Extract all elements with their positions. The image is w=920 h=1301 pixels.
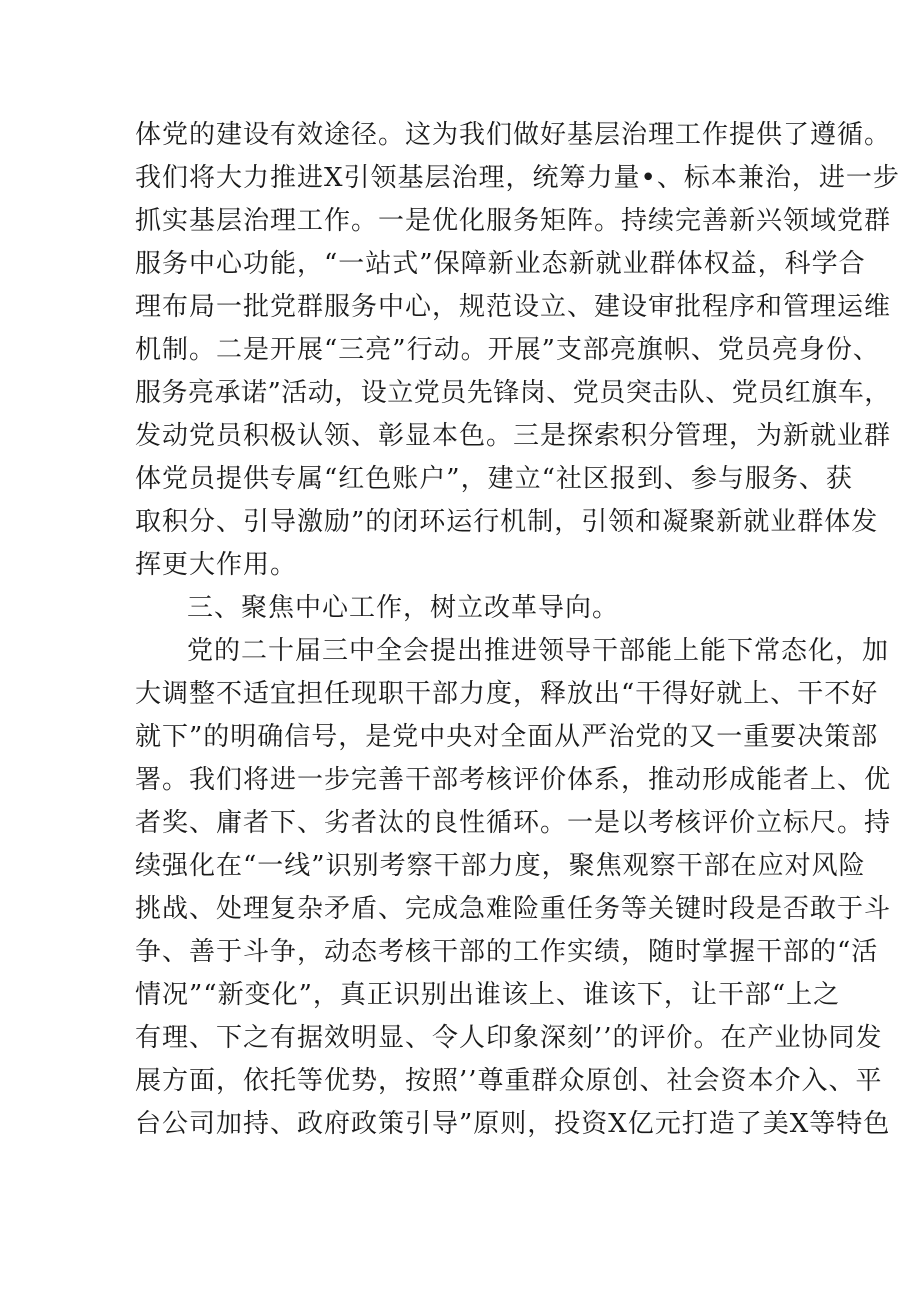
text-line-9: 体党员提供专属“红色账户”，建立“社区报到、参与服务、获 xyxy=(135,464,853,494)
text-line-10: 取积分、引导激励”的闭环运行机制，引领和凝聚新就业群体发 xyxy=(135,507,879,537)
text-line-18: 续强化在“一线”识别考察干部力度，聚焦观察干部在应对风险 xyxy=(135,851,866,881)
text-line-23: 展方面，依托等优势，按照’’尊重群众原创、社会资本介入、平 xyxy=(135,1066,883,1096)
text-line-3: 抓实基层治理工作。一是优化服务矩阵。持续完善新兴领域党群 xyxy=(135,206,892,236)
text-line-1: 体党的建设有效途径。这为我们做好基层治理工作提供了遵循。 xyxy=(135,120,892,150)
text-line-20: 争、善于斗争，动态考核干部的工作实绩，随时掌握干部的“活 xyxy=(135,937,879,967)
text-line-15: 就下”的明确信号，是党中央对全面从严治党的又一重要决策部 xyxy=(135,722,879,752)
section-heading: 三、聚焦中心工作，树立改革导向。 xyxy=(187,593,620,623)
text-line-2: 我们将大力推进X引领基层治理，统筹力量•、标本兼治，进一步 xyxy=(135,163,900,193)
text-line-19: 挑战、处理复杂矛盾、完成急难险重任务等关键时段是否敢于斗 xyxy=(135,894,892,924)
text-line-5: 理布局一批党群服务中心，规范设立、建设审批程序和管理运维 xyxy=(135,292,892,322)
text-line-16: 署。我们将进一步完善干部考核评价体系，推动形成能者上、优 xyxy=(135,765,892,795)
text-line-7: 服务亮承诺”活动，设立党员先锋岗、党员突击队、党员红旗车， xyxy=(135,378,891,408)
text-line-24: 台公司加持、政府政策引导”原则，投资X亿元打造了美X等特色 xyxy=(135,1109,891,1139)
text-line-4: 服务中心功能，“一站式”保障新业态新就业群体权益，科学合 xyxy=(135,249,866,279)
text-line-13: 党的二十届三中全会提出推进领导干部能上能下常态化，加 xyxy=(187,636,890,666)
text-line-6: 机制。二是开展“三亮”行动。开展”支部亮旗帜、党员亮身份、 xyxy=(135,335,880,365)
text-line-14: 大调整不适宜担任现职干部力度，释放出“干得好就上、干不好 xyxy=(135,679,879,709)
text-line-8: 发动党员积极认领、彰显本色。三是探索积分管理，为新就业群 xyxy=(135,421,892,451)
text-line-17: 者奖、庸者下、劣者汰的良性循环。一是以考核评价立标尺。持 xyxy=(135,808,892,838)
text-line-22: 有理、下之有据效明显、令人印象深刻’’的评价。在产业协同发 xyxy=(135,1023,883,1053)
text-line-11: 挥更大作用。 xyxy=(135,550,298,580)
text-line-21: 情况”“新变化”，真正识别出谁该上、谁该下，让干部“上之 xyxy=(135,980,841,1010)
